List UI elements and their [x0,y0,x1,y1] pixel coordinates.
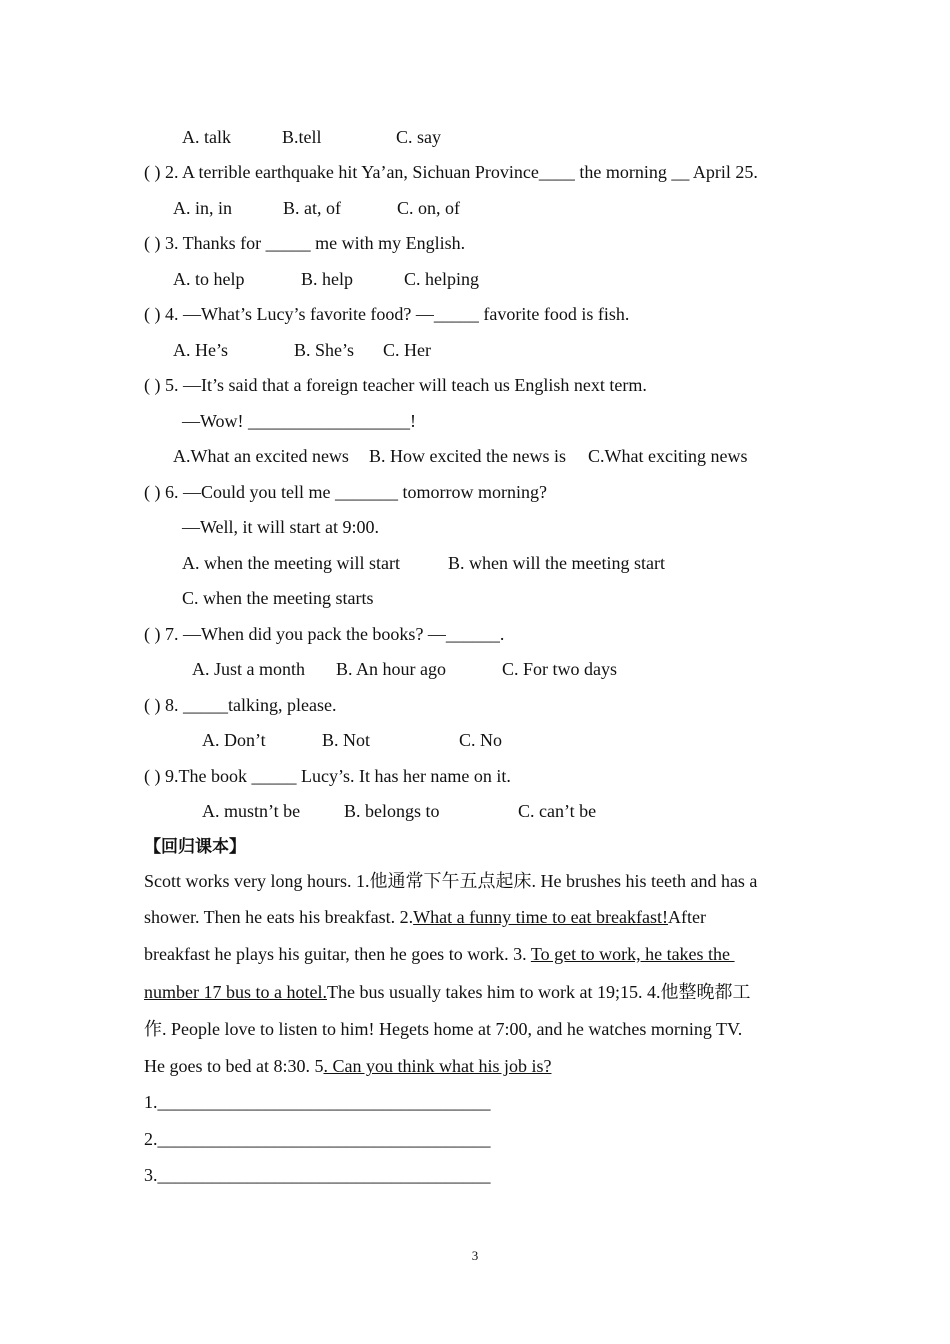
passage-line-3 [144,943,735,965]
passage-text: shower. Then he eats his breakfast. 2. [144,907,414,927]
q7-option-a: A. Just a month [192,659,306,679]
q1-option-b: B.tell [282,127,322,147]
passage-text: 作. People love to listen to him! Hegets home at 7:00, and he watches morning TV. [144,1019,743,1039]
q3-option-a: A. to help [173,269,245,289]
q2-option-c: C. on, of [397,198,460,218]
q7-stem: ( ) 7. —When did you pack the books? —______. [144,624,505,644]
answer-blank-1[interactable]: 1._____________________________________ [144,1092,491,1112]
q7-option-c: C. For two days [502,659,618,679]
q1-option-a: A. talk [182,127,231,147]
q5-option-a: A.What an excited news [173,446,349,466]
q9-option-c: C. can’t be [518,801,597,821]
q4-stem: ( ) 4. —What’s Lucy’s favorite food? —_____ favorite food is fish. [144,304,630,324]
q3-stem: ( ) 3. Thanks for _____ me with my English. [144,233,466,253]
passage-line-6 [144,1055,551,1077]
q8-option-c: C. No [459,730,503,750]
passage-line-5 [144,1018,742,1040]
section-heading: 【回归课本】 [144,837,246,857]
q4-option-a: A. He’s [173,340,228,360]
q5-option-b: B. How excited the news is [369,446,566,466]
answer-blank-3[interactable]: 3._____________________________________ [144,1165,491,1185]
q5-stem: ( ) 5. —It’s said that a foreign teacher will teach us English next term. [144,375,647,395]
q8-option-a: A. Don’t [202,730,266,750]
passage-line-4 [144,981,750,1003]
passage-line-2 [144,906,706,928]
passage-text: After [668,907,706,927]
underlined-sentence-3a: To get to work, he takes the [530,944,735,964]
passage-text: breakfast he plays his guitar, then he goes to work. 3. [144,944,531,964]
q5-reply: —Wow! __________________! [182,411,417,431]
underlined-sentence-5: . Can you think what his job is? [323,1056,552,1076]
q9-stem: ( ) 9.The book _____ Lucy’s. It has her name on it. [144,766,511,786]
q2-stem: ( ) 2. A terrible earthquake hit Ya’an, Sichuan Province____ the morning __ April 25. [144,162,758,182]
q9-option-a: A. mustn’t be [202,801,301,821]
q2-option-a: A. in, in [173,198,233,218]
passage-text: The bus usually takes him to work at 19;15. 4.他整晚都工 [326,982,751,1002]
q8-option-b: B. Not [322,730,371,750]
q9-option-b: B. belongs to [344,801,440,821]
q8-stem: ( ) 8. _____talking, please. [144,695,337,715]
passage-text: Scott works very long hours. 1.他通常下午五点起床. He brushes his teeth and has a [144,871,758,891]
q4-option-c: C. Her [383,340,431,360]
q3-option-b: B. help [301,269,353,289]
q6-option-c: C. when the meeting starts [182,588,374,608]
q4-option-b: B. She’s [294,340,355,360]
q2-option-b: B. at, of [283,198,341,218]
page-number: 3 [471,1248,479,1263]
passage-line-1 [144,870,757,892]
q6-option-b: B. when will the meeting start [448,553,665,573]
passage-text: He goes to bed at 8:30. 5 [144,1056,324,1076]
q5-option-c: C.What exciting news [588,446,748,466]
q3-option-c: C. helping [404,269,479,289]
q6-reply: —Well, it will start at 9:00. [182,517,380,537]
underlined-sentence-3b: number 17 bus to a hotel. [144,982,327,1002]
q6-stem: ( ) 6. —Could you tell me _______ tomorrow morning? [144,482,547,502]
underlined-sentence-2: What a funny time to eat breakfast! [413,907,669,927]
q6-option-a: A. when the meeting will start [182,553,400,573]
answer-blank-2[interactable]: 2._____________________________________ [144,1129,491,1149]
q1-option-c: C. say [396,127,441,147]
q7-option-b: B. An hour ago [336,659,446,679]
